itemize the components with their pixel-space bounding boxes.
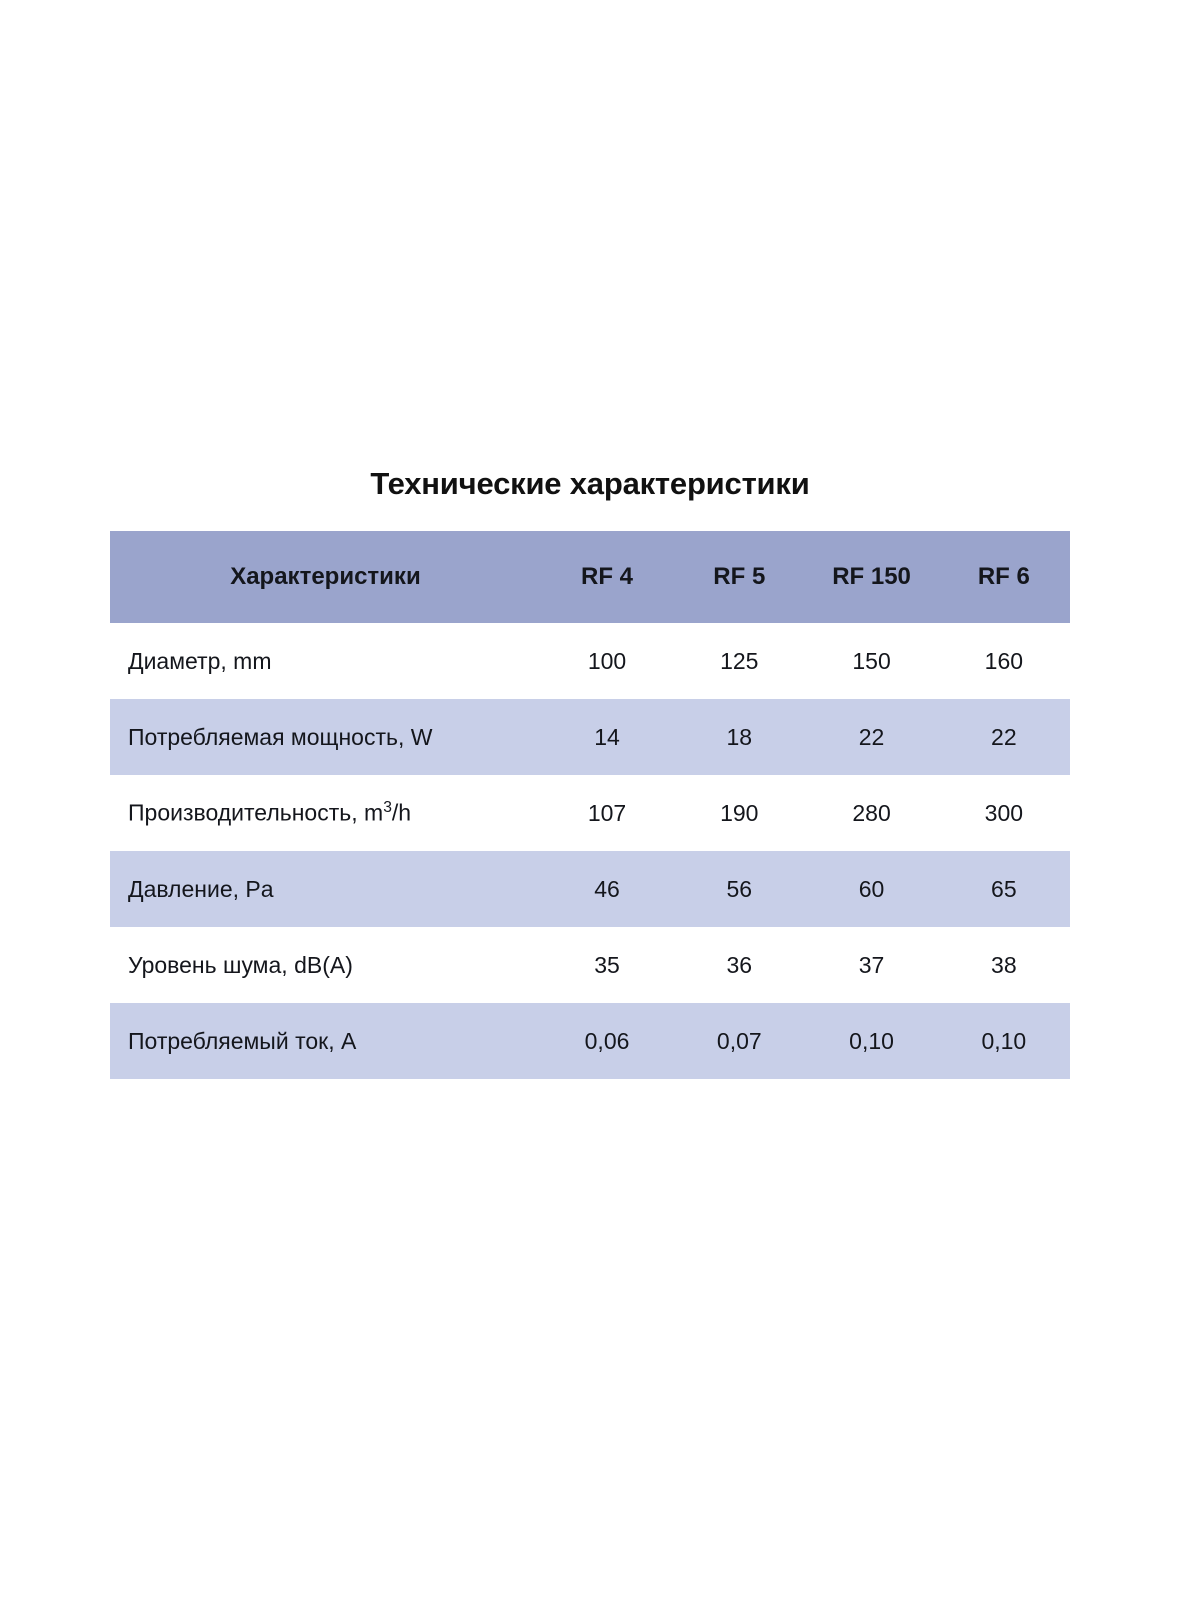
- column-header-rf6: RF 6: [938, 531, 1070, 623]
- cell-current-rf150: 0,10: [805, 1003, 937, 1079]
- cell-airflow-rf4: 107: [541, 775, 673, 851]
- row-label-current: Потребляемый ток, A: [110, 1003, 541, 1079]
- row-label-airflow-superscript: 3: [383, 799, 392, 817]
- table-body: [110, 623, 1070, 1079]
- row-label-airflow-tail: /h: [391, 799, 412, 826]
- table-row: [110, 623, 1070, 699]
- row-label-diameter: Диаметр, mm: [110, 623, 541, 699]
- row-label-pressure: Давление, Pa: [110, 851, 541, 927]
- cell-current-rf5: 0,07: [673, 1003, 805, 1079]
- cell-power-rf6: 22: [938, 699, 1070, 775]
- row-label-noise: Уровень шума, dB(A): [110, 927, 541, 1003]
- cell-power-rf5: 18: [673, 699, 805, 775]
- cell-diameter-rf150: 150: [805, 623, 937, 699]
- technical-specifications-table: [110, 531, 1070, 1079]
- cell-current-rf4: 0,06: [541, 1003, 673, 1079]
- table-row: [110, 927, 1070, 1003]
- cell-power-rf4: 14: [541, 699, 673, 775]
- cell-airflow-rf150: 280: [805, 775, 937, 851]
- column-header-rf4: RF 4: [541, 531, 673, 623]
- page-title: Технические характеристики: [370, 466, 810, 501]
- cell-pressure-rf6: 65: [938, 851, 1070, 927]
- row-label-airflow-text: Производительность, m: [128, 799, 384, 826]
- cell-current-rf6: 0,10: [938, 1003, 1070, 1079]
- table-header-row: [110, 531, 1070, 623]
- cell-diameter-rf6: 160: [938, 623, 1070, 699]
- row-label-airflow: [110, 775, 541, 851]
- cell-noise-rf4: 35: [541, 927, 673, 1003]
- table-row: [110, 775, 1070, 851]
- cell-airflow-rf6: 300: [938, 775, 1070, 851]
- row-label-power: Потребляемая мощность, W: [110, 699, 541, 775]
- table-header: [110, 531, 1070, 623]
- column-header-rf150: RF 150: [805, 531, 937, 623]
- cell-noise-rf150: 37: [805, 927, 937, 1003]
- cell-diameter-rf5: 125: [673, 623, 805, 699]
- cell-pressure-rf5: 56: [673, 851, 805, 927]
- table-row: [110, 699, 1070, 775]
- table-row: [110, 1003, 1070, 1079]
- cell-pressure-rf150: 60: [805, 851, 937, 927]
- cell-noise-rf5: 36: [673, 927, 805, 1003]
- column-header-characteristics: Характеристики: [110, 531, 541, 623]
- column-header-rf5: RF 5: [673, 531, 805, 623]
- table-row: [110, 851, 1070, 927]
- cell-power-rf150: 22: [805, 699, 937, 775]
- cell-pressure-rf4: 46: [541, 851, 673, 927]
- cell-airflow-rf5: 190: [673, 775, 805, 851]
- cell-noise-rf6: 38: [938, 927, 1070, 1003]
- cell-diameter-rf4: 100: [541, 623, 673, 699]
